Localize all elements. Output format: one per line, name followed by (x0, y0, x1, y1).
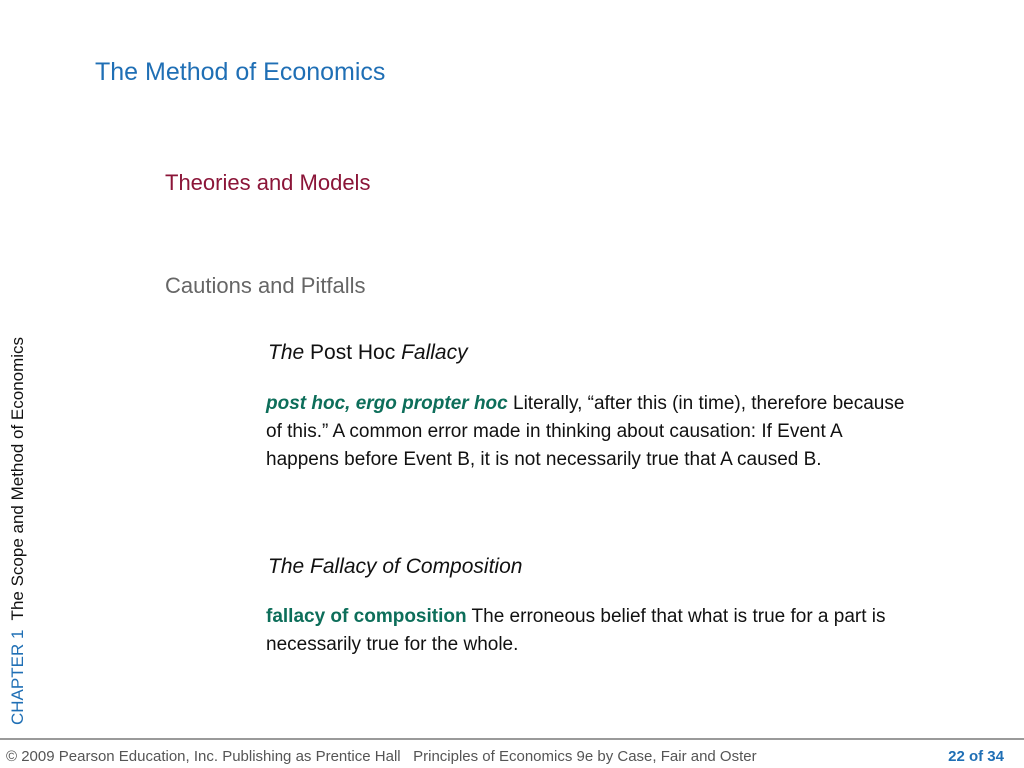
page-number: 22 of 34 (948, 748, 1004, 765)
subheading-fallacy-of-composition: The Fallacy of Composition (268, 555, 523, 578)
heading-theories-and-models: Theories and Models (165, 170, 371, 195)
chapter-number: CHAPTER 1 (8, 629, 27, 725)
subheading-middle: Post Hoc (304, 341, 402, 364)
footer (0, 738, 1024, 768)
heading-cautions-and-pitfalls: Cautions and Pitfalls (165, 273, 366, 298)
subheading-prefix: The (268, 341, 305, 364)
term-fallacy-of-composition: fallacy of composition (266, 606, 467, 627)
subheading-post-hoc-fallacy (268, 341, 468, 365)
chapter-title: The Scope and Method of Economics (8, 336, 27, 630)
chapter-side-label (8, 337, 28, 725)
term-post-hoc: post hoc, ergo propter hoc (266, 393, 508, 414)
definition-text-post-hoc: Literally, “after this (in time), therefore because of this.” A common error made in thinking about causation: If Event A happens before Event B, it is not necessarily true that A caused B. (266, 393, 905, 470)
footer-copyright: © 2009 Pearson Education, Inc. Publishing as Prentice Hall Principles of Economics 9e by Case, Fair and Oster (6, 748, 757, 765)
slide-title: The Method of Economics (95, 58, 386, 86)
subheading-suffix: Fallacy (401, 341, 468, 364)
definition-text-composition: The erroneous belief that what is true for a part is necessarily true for the whole. (266, 606, 886, 655)
definition-fallacy-of-composition (266, 603, 906, 659)
definition-post-hoc (266, 390, 906, 474)
